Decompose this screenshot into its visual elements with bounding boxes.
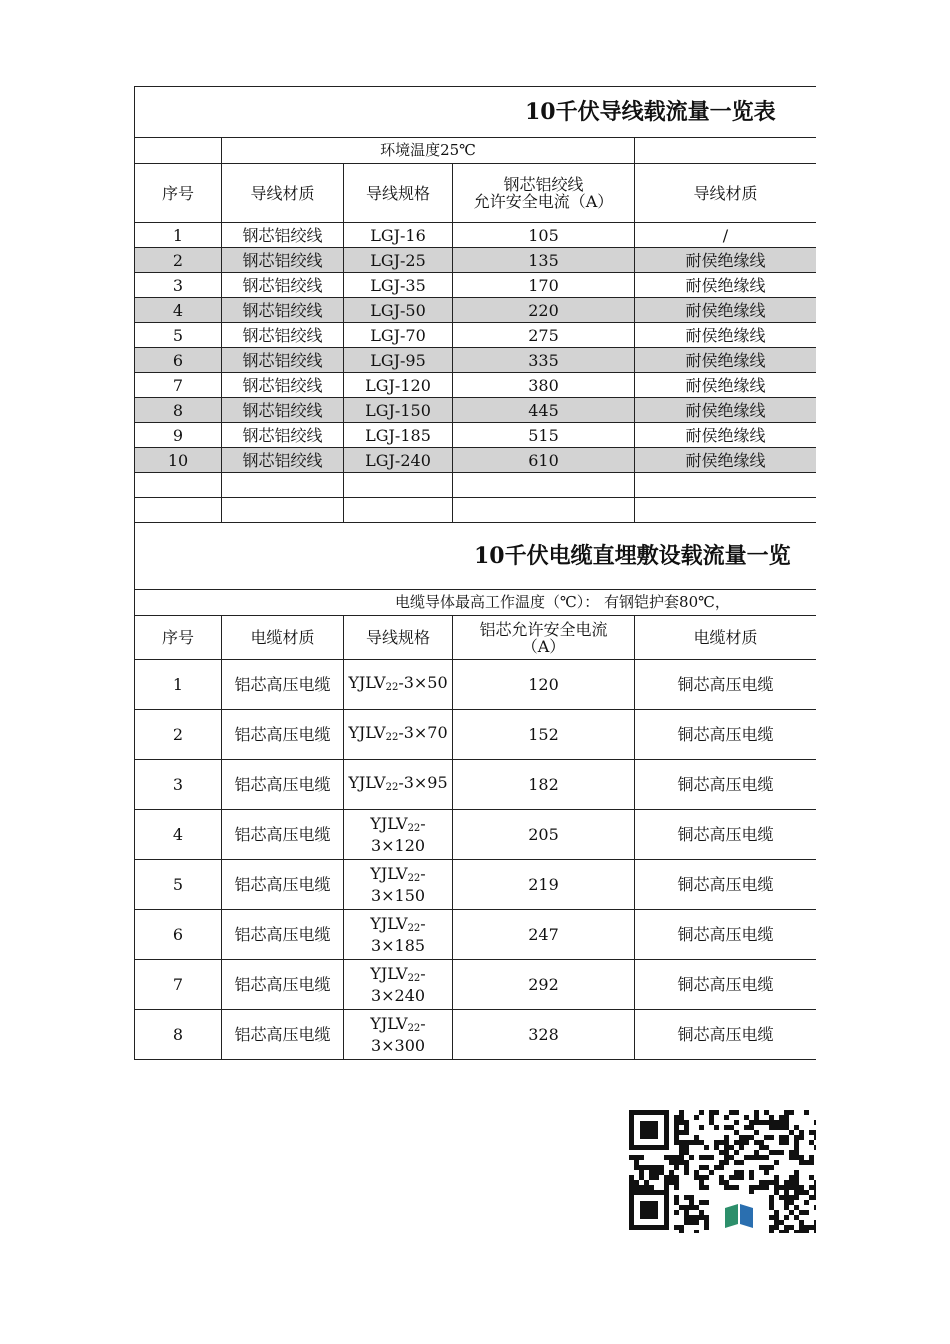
spec-size-line2: 3×150	[370, 886, 426, 905]
row-spec	[344, 910, 453, 960]
row-material2: 铜芯高压电缆	[635, 710, 817, 760]
qr-code-icon	[629, 1110, 816, 1233]
spec-subscript: 22	[385, 781, 399, 793]
row-material: 钢芯铝绞线	[222, 348, 344, 373]
row-material2: 耐侯绝缘线	[635, 298, 817, 323]
spec-subscript: 22	[407, 973, 421, 984]
row-material2: /	[635, 223, 817, 248]
row-spec: LGJ-150	[344, 398, 453, 423]
table-row	[135, 1010, 817, 1060]
spec-size: -3×95	[398, 772, 448, 792]
table-row	[135, 448, 817, 473]
header-spec: 导线规格	[344, 164, 453, 223]
row-no: 4	[135, 810, 222, 860]
row-material: 铝芯高压电缆	[222, 710, 344, 760]
row-material: 钢芯铝绞线	[222, 298, 344, 323]
row-spec	[344, 760, 453, 810]
header-current	[453, 164, 635, 223]
row-material: 铝芯高压电缆	[222, 960, 344, 1010]
row-material: 铝芯高压电缆	[222, 760, 344, 810]
table-row	[135, 373, 817, 398]
header-current	[453, 616, 635, 660]
row-material: 钢芯铝绞线	[222, 223, 344, 248]
row-material: 钢芯铝绞线	[222, 423, 344, 448]
row-current: 170	[453, 273, 635, 298]
row-current: 247	[453, 910, 635, 960]
table-row	[135, 710, 817, 760]
row-spec	[344, 660, 453, 710]
row-material: 钢芯铝绞线	[222, 323, 344, 348]
spec-size-line2: 3×120	[370, 836, 426, 855]
row-spec	[344, 860, 453, 910]
row-no: 7	[135, 373, 222, 398]
row-material2: 耐侯绝缘线	[635, 348, 817, 373]
row-no: 7	[135, 960, 222, 1010]
row-material2: 耐侯绝缘线	[635, 248, 817, 273]
table-row	[135, 398, 817, 423]
table-row	[135, 273, 817, 298]
row-spec	[344, 710, 453, 760]
load-capacity-table	[134, 86, 816, 1060]
table-row	[135, 660, 817, 710]
row-current: 275	[453, 323, 635, 348]
row-current: 335	[453, 348, 635, 373]
row-no: 8	[135, 1010, 222, 1060]
header-current-line2: （A）	[521, 636, 566, 656]
row-current: 380	[453, 373, 635, 398]
row-current: 292	[453, 960, 635, 1010]
row-material2: 耐侯绝缘线	[635, 273, 817, 298]
header-spec: 导线规格	[344, 616, 453, 660]
row-spec	[344, 960, 453, 1010]
spec-size-line2: 3×185	[370, 936, 426, 955]
row-no: 4	[135, 298, 222, 323]
table-row	[135, 423, 817, 448]
table-row	[135, 298, 817, 323]
empty-cell	[222, 498, 344, 523]
row-current: 120	[453, 660, 635, 710]
row-no: 8	[135, 398, 222, 423]
spec-base: YJLV	[370, 1014, 408, 1033]
row-material2: 耐侯绝缘线	[635, 323, 817, 348]
row-current: 219	[453, 860, 635, 910]
spec-subscript: 22	[407, 923, 421, 934]
env-temp-label: 环境温度25℃	[222, 138, 635, 164]
row-spec	[344, 810, 453, 860]
empty-cell	[635, 498, 817, 523]
row-spec: LGJ-95	[344, 348, 453, 373]
spec-size: -	[420, 964, 426, 983]
empty-cell	[344, 498, 453, 523]
table-row	[135, 910, 817, 960]
row-material2: 铜芯高压电缆	[635, 910, 817, 960]
row-material2: 铜芯高压电缆	[635, 1010, 817, 1060]
spec-size: -3×70	[398, 722, 448, 742]
row-material2: 耐侯绝缘线	[635, 398, 817, 423]
row-no: 5	[135, 323, 222, 348]
spec-subscript: 22	[407, 823, 421, 834]
table-row	[135, 960, 817, 1010]
row-current: 220	[453, 298, 635, 323]
row-spec: LGJ-120	[344, 373, 453, 398]
row-current: 135	[453, 248, 635, 273]
row-current: 610	[453, 448, 635, 473]
row-spec	[344, 1010, 453, 1060]
row-no: 10	[135, 448, 222, 473]
table-row	[135, 223, 817, 248]
empty-cell	[135, 138, 222, 164]
row-material: 铝芯高压电缆	[222, 860, 344, 910]
spec-subscript: 22	[385, 731, 399, 743]
spec-size-line2: 3×300	[370, 1036, 426, 1055]
row-current: 105	[453, 223, 635, 248]
row-material2: 铜芯高压电缆	[635, 660, 817, 710]
empty-cell	[453, 498, 635, 523]
spec-base: YJLV	[370, 814, 408, 833]
row-no: 1	[135, 660, 222, 710]
row-current: 152	[453, 710, 635, 760]
empty-cell	[635, 473, 817, 498]
spec-size: -	[420, 1014, 426, 1033]
row-no: 9	[135, 423, 222, 448]
row-material: 铝芯高压电缆	[222, 660, 344, 710]
row-no: 3	[135, 760, 222, 810]
row-spec: LGJ-240	[344, 448, 453, 473]
row-spec: LGJ-25	[344, 248, 453, 273]
header-current-line1: 铝芯允许安全电流	[479, 619, 608, 639]
empty-cell	[344, 473, 453, 498]
row-material2: 耐侯绝缘线	[635, 448, 817, 473]
row-no: 6	[135, 910, 222, 960]
row-no: 1	[135, 223, 222, 248]
qr-code-graphic	[629, 1110, 816, 1233]
empty-cell	[222, 473, 344, 498]
row-current: 205	[453, 810, 635, 860]
row-no: 6	[135, 348, 222, 373]
spec-base: YJLV	[370, 964, 408, 983]
spec-size: -	[420, 914, 426, 933]
row-material: 钢芯铝绞线	[222, 373, 344, 398]
table-row	[135, 323, 817, 348]
spec-base: YJLV	[348, 772, 386, 792]
empty-cell	[135, 498, 222, 523]
empty-cell	[135, 473, 222, 498]
row-material: 钢芯铝绞线	[222, 248, 344, 273]
spec-size-line2: 3×240	[370, 986, 426, 1005]
table-row	[135, 248, 817, 273]
row-material2: 铜芯高压电缆	[635, 860, 817, 910]
row-no: 3	[135, 273, 222, 298]
header-material2: 导线材质	[635, 164, 817, 223]
row-spec: LGJ-35	[344, 273, 453, 298]
row-current: 445	[453, 398, 635, 423]
row-current: 515	[453, 423, 635, 448]
table1-title: 10千伏导线载流量一览表	[135, 87, 817, 138]
spec-base: YJLV	[370, 864, 408, 883]
row-current: 328	[453, 1010, 635, 1060]
row-material: 铝芯高压电缆	[222, 810, 344, 860]
header-material2: 电缆材质	[635, 616, 817, 660]
spec-base: YJLV	[348, 722, 386, 742]
table2-title: 10千伏电缆直埋敷设载流量一览	[135, 523, 817, 590]
header-material: 电缆材质	[222, 616, 344, 660]
spreadsheet	[134, 86, 816, 1060]
row-material: 钢芯铝绞线	[222, 273, 344, 298]
row-spec: LGJ-70	[344, 323, 453, 348]
spec-size: -3×50	[398, 672, 448, 692]
table-row	[135, 760, 817, 810]
header-no: 序号	[135, 616, 222, 660]
header-current-line2: 允许安全电流（A）	[473, 192, 614, 211]
spec-base: YJLV	[348, 672, 386, 692]
table-row	[135, 348, 817, 373]
header-material: 导线材质	[222, 164, 344, 223]
spec-subscript: 22	[407, 873, 421, 884]
row-material: 铝芯高压电缆	[222, 1010, 344, 1060]
row-material2: 铜芯高压电缆	[635, 810, 817, 860]
table-row	[135, 860, 817, 910]
row-no: 5	[135, 860, 222, 910]
spec-subscript: 22	[385, 681, 399, 693]
row-material2: 铜芯高压电缆	[635, 760, 817, 810]
spec-size: -	[420, 864, 426, 883]
header-no: 序号	[135, 164, 222, 223]
row-material2: 耐侯绝缘线	[635, 373, 817, 398]
empty-cell	[635, 138, 817, 164]
row-spec: LGJ-16	[344, 223, 453, 248]
row-material: 钢芯铝绞线	[222, 448, 344, 473]
row-no: 2	[135, 248, 222, 273]
row-spec: LGJ-50	[344, 298, 453, 323]
spec-base: YJLV	[370, 914, 408, 933]
row-no: 2	[135, 710, 222, 760]
condition-note: 电缆导体最高工作温度（℃）： 有钢铠护套80℃，	[135, 590, 817, 616]
table-row	[135, 810, 817, 860]
row-current: 182	[453, 760, 635, 810]
empty-cell	[453, 473, 635, 498]
row-material: 铝芯高压电缆	[222, 910, 344, 960]
row-material2: 耐侯绝缘线	[635, 423, 817, 448]
row-material2: 铜芯高压电缆	[635, 960, 817, 1010]
row-spec: LGJ-185	[344, 423, 453, 448]
spec-size: -	[420, 814, 426, 833]
row-material: 钢芯铝绞线	[222, 398, 344, 423]
header-current-line1: 钢芯铝绞线	[503, 175, 584, 194]
spec-subscript: 22	[407, 1023, 421, 1034]
